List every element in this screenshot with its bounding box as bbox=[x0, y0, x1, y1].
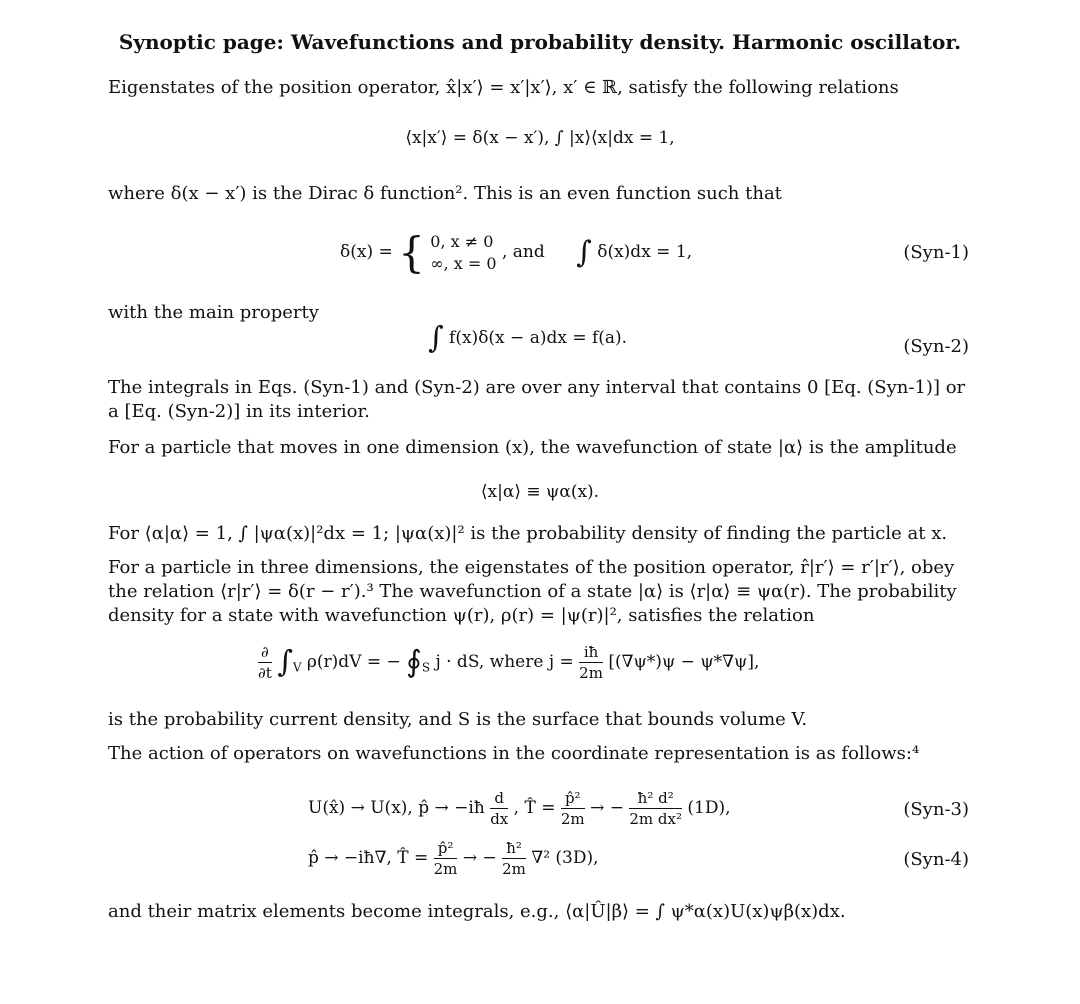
equation-syn-2 bbox=[428, 320, 628, 356]
paragraph-three-dimensions: For a particle in three dimensions, the eigenstates of the position operator, r̂|r′⟩ = r′|r′⟩, obey the relation ⟨r|r′⟩ = δ(r − r′).³ The wavefunction of a state |α⟩ is ⟨r|α⟩ ≡ ψα(r). The probability density for a state with wavefunction ψ(r), ρ(r) = |ψ(r)|², satisfies the relation bbox=[108, 557, 957, 626]
equation-syn-4 bbox=[308, 838, 599, 879]
paragraph-normalization: For ⟨α|α⟩ = 1, ∫ |ψα(x)|²dx = 1; |ψα(x)|² is the probability density of finding the particle at x. bbox=[108, 523, 948, 544]
paragraph-position-eigenstates: Eigenstates of the position operator, x̂|x′⟩ = x′|x′⟩, x′ ∈ ℝ, satisfy the following relations bbox=[108, 77, 899, 98]
label-syn-1: (Syn-1) bbox=[903, 242, 969, 263]
syn3-part-b: , T̂ = bbox=[513, 798, 556, 818]
equation-syn-1: δ(x) = { 0, x ≠ 0 ∞, x = 0 , and ∫ δ(x)dx = 1, bbox=[340, 228, 693, 277]
syn1-lhs: δ(x) = bbox=[340, 242, 393, 262]
page-title: Synoptic page: Wavefunctions and probability density. Harmonic oscillator. bbox=[118, 30, 962, 54]
syn3-part-a: U(x̂) → U(x), p̂ → −iħ bbox=[308, 798, 485, 818]
label-syn-4: (Syn-4) bbox=[903, 849, 969, 870]
syn4-part-a: p̂ → −iħ∇, T̂ = bbox=[308, 848, 429, 868]
paragraph-main-property: with the main property bbox=[108, 302, 319, 323]
syn2-body: f(x)δ(x − a)dx = f(a). bbox=[449, 328, 628, 348]
fraction-hbar2-2m: $\frac{\text{ħ²}}{2m}$ bbox=[502, 839, 526, 878]
paragraph-operator-action: The action of operators on wavefunctions in the coordinate representation is as follows:⁴ bbox=[108, 743, 920, 764]
fraction-partial-t: $\frac{\partial}{\partial t}$ bbox=[258, 643, 272, 682]
paragraph-wavefunction-1d: For a particle that moves in one dimension (x), the wavefunction of state |α⟩ is the amplitude bbox=[108, 437, 957, 458]
paragraph-integral-intervals: The integrals in Eqs. (Syn-1) and (Syn-2) are over any interval that contains 0 [Eq. (Syn-1)] or a [Eq. (Syn-2)] in its interior. bbox=[108, 377, 966, 422]
equation-continuity: $\frac{\partial}{\partial t}$ $\int_V$ ρ(r)dV = − $∮_S$ j · dS, where j = $\frac{iħ}{2m}$ [(∇ψ*)ψ − ψ*∇ψ], bbox=[258, 643, 760, 682]
fraction-p2-2m-3d: $\frac{\text{p̂²}}{2m}$ bbox=[433, 839, 458, 878]
fraction-hbar2-d2: $\frac{\text{ħ² d²}}{\text{2m dx²}}$ bbox=[629, 789, 682, 828]
fraction-ihbar-2m: $\frac{iħ}{2m}$ bbox=[579, 643, 603, 682]
integral-sign-icon: ∫ bbox=[576, 234, 592, 270]
equation-orthonormality: ⟨x|x′⟩ = δ(x − x′), ∫ |x⟩⟨x|dx = 1, bbox=[405, 128, 675, 148]
continuity-part-1: ρ(r)dV = − bbox=[306, 652, 401, 672]
continuity-part-3: [(∇ψ*)ψ − ψ*∇ψ], bbox=[608, 652, 760, 672]
syn1-case-1: 0, x ≠ 0 bbox=[430, 231, 494, 251]
paragraph-matrix-elements: and their matrix elements become integrals, e.g., ⟨α|Û|β⟩ = ∫ ψ*α(x)U(x)ψβ(x)dx. bbox=[108, 901, 846, 922]
syn1-mid: , and bbox=[501, 242, 545, 262]
label-syn-2: (Syn-2) bbox=[903, 336, 969, 357]
label-syn-3: (Syn-3) bbox=[903, 799, 969, 820]
syn3-part-d: (1D), bbox=[687, 798, 731, 818]
integral-sign-icon: ∫ bbox=[277, 644, 293, 680]
syn1-case-2: ∞, x = 0 bbox=[430, 253, 497, 273]
syn3-part-c: → − bbox=[590, 798, 624, 818]
paragraph-dirac-delta: where δ(x − x′) is the Dirac δ function². This is an even function such that bbox=[108, 183, 782, 204]
equation-amplitude: ⟨x|α⟩ ≡ ψα(x). bbox=[480, 482, 600, 502]
continuity-part-2: j · dS, where j = bbox=[435, 652, 574, 672]
fraction-d-dx: $\frac{d}{dx}$ bbox=[490, 789, 509, 828]
equation-syn-3 bbox=[308, 788, 731, 829]
fraction-p2-2m: $\frac{\text{p̂²}}{2m}$ bbox=[560, 789, 585, 828]
integral-sign-icon: ∫ bbox=[428, 320, 444, 356]
syn4-part-b: → − bbox=[462, 848, 497, 868]
syn4-part-c: ∇² (3D), bbox=[531, 848, 599, 868]
syn1-rhs: δ(x)dx = 1, bbox=[597, 242, 693, 262]
contour-integral-icon: ∮ bbox=[406, 644, 422, 680]
paragraph-current-density: is the probability current density, and S is the surface that bounds volume V. bbox=[108, 709, 808, 730]
